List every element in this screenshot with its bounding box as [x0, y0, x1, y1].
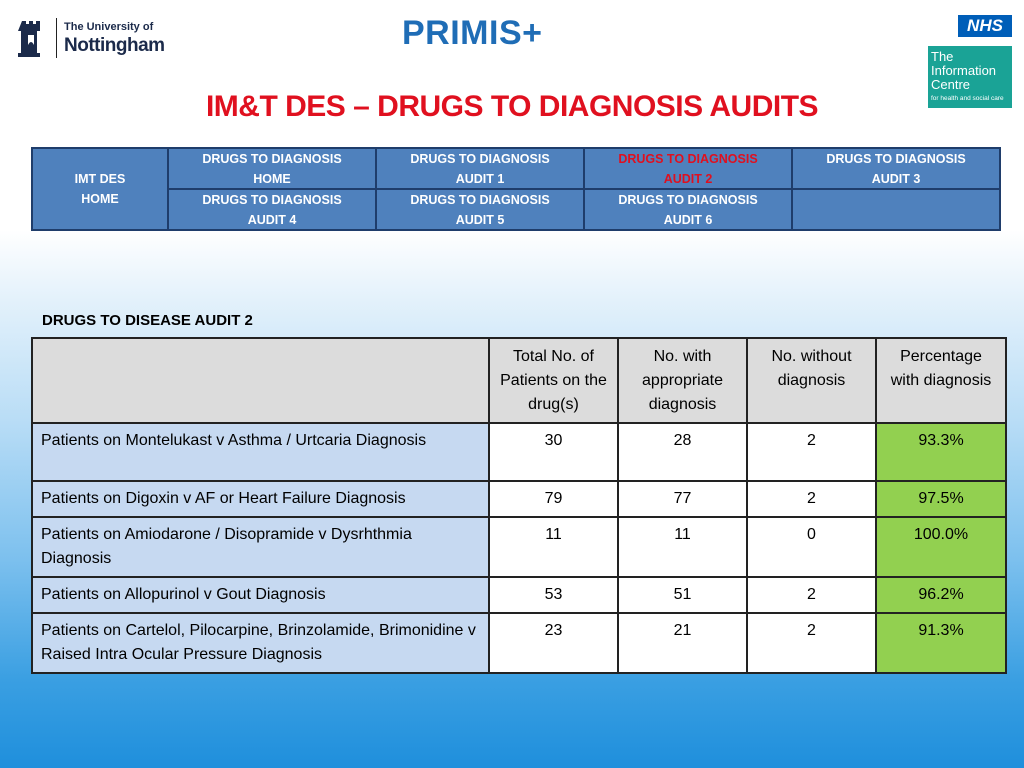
table-row [32, 423, 1006, 481]
row-label: Patients on Montelukast v Asthma / Urtcaria Diagnosis [32, 423, 489, 481]
without-diagnosis-cell: 2 [747, 613, 876, 673]
nav-drugs-to-diagnosis-home[interactable] [169, 149, 375, 188]
university-name-large: Nottingham [64, 35, 165, 56]
row-label: Patients on Amiodarone / Disopramide v Dysrhthmia Diagnosis [32, 517, 489, 577]
total-patients-cell: 79 [489, 481, 618, 517]
ic-logo-line-1: The [931, 49, 954, 64]
table-header-row [32, 338, 1006, 423]
nav-cell-line-1: DRUGS TO DIAGNOSIS [202, 151, 342, 166]
ic-logo-line-2: Information [931, 63, 997, 78]
university-crest-icon [16, 17, 46, 59]
section-title: DRUGS TO DISEASE AUDIT 2 [42, 312, 253, 329]
table-row [32, 577, 1006, 613]
without-diagnosis-cell: 2 [747, 577, 876, 613]
total-patients-cell: 11 [489, 517, 618, 577]
nav-cell-line-2: AUDIT 3 [871, 171, 921, 186]
table-header-cell: No. with appropriate diagnosis [618, 338, 747, 423]
university-name-small: The University of [64, 21, 154, 33]
nav-cell-line-2: AUDIT 6 [663, 212, 713, 227]
table-header-cell [32, 338, 489, 423]
nav-cell-line-1: DRUGS TO DIAGNOSIS [410, 192, 550, 207]
table-row [32, 613, 1006, 673]
without-diagnosis-cell: 2 [747, 481, 876, 517]
nav-audit-6[interactable] [585, 190, 791, 229]
percentage-cell: 91.3% [876, 613, 1006, 673]
percentage-cell: 93.3% [876, 423, 1006, 481]
row-label: Patients on Cartelol, Pilocarpine, Brinzolamide, Brimonidine v Raised Intra Ocular Pressure Diagnosis [32, 613, 489, 673]
table-header-cell: Percentage with diagnosis [876, 338, 1006, 423]
table-header-cell: Total No. of Patients on the drug(s) [489, 338, 618, 423]
table-row [32, 481, 1006, 517]
nav-cell-line-1: DRUGS TO DIAGNOSIS [618, 151, 758, 166]
ic-logo-line-3: Centre [931, 77, 971, 92]
primis-logo: PRIMIS+ [402, 14, 543, 52]
nav-audit-2[interactable] [585, 149, 791, 188]
nav-audit-3[interactable] [793, 149, 999, 188]
nav-audit-5[interactable] [377, 190, 583, 229]
nav-imt-des-home-line-2: HOME [81, 192, 119, 206]
nav-cell-line-2: AUDIT 1 [455, 171, 505, 186]
nav-audit-4[interactable] [169, 190, 375, 229]
without-diagnosis-cell: 0 [747, 517, 876, 577]
nav-imt-des-home-line-1: IMT DES [74, 172, 126, 186]
nav-cell-line-1: DRUGS TO DIAGNOSIS [410, 151, 550, 166]
row-label: Patients on Digoxin v AF or Heart Failure Diagnosis [32, 481, 489, 517]
nav-cell-line-2: HOME [253, 171, 291, 186]
with-diagnosis-cell: 51 [618, 577, 747, 613]
total-patients-cell: 23 [489, 613, 618, 673]
nav-empty-cell [793, 190, 999, 229]
nav-cell-line-1: DRUGS TO DIAGNOSIS [826, 151, 966, 166]
table-row [32, 517, 1006, 577]
university-of-nottingham-logo [16, 15, 176, 63]
nav-imt-des-home[interactable] [33, 149, 167, 229]
without-diagnosis-cell: 2 [747, 423, 876, 481]
row-label: Patients on Allopurinol v Gout Diagnosis [32, 577, 489, 613]
nav-cell-line-2: AUDIT 4 [247, 212, 297, 227]
audit-results-table [31, 337, 1007, 674]
audit-navigation-grid [31, 147, 1001, 231]
percentage-cell: 96.2% [876, 577, 1006, 613]
ic-logo-tagline: for health and social care [931, 95, 1004, 102]
table-header-cell: No. without diagnosis [747, 338, 876, 423]
total-patients-cell: 53 [489, 577, 618, 613]
nav-cell-line-2: AUDIT 5 [455, 212, 505, 227]
logo-divider [56, 18, 57, 58]
percentage-cell: 97.5% [876, 481, 1006, 517]
percentage-cell: 100.0% [876, 517, 1006, 577]
page-title: IM&T DES – DRUGS TO DIAGNOSIS AUDITS [205, 90, 819, 123]
with-diagnosis-cell: 28 [618, 423, 747, 481]
with-diagnosis-cell: 21 [618, 613, 747, 673]
nav-cell-line-2: AUDIT 2 [663, 171, 713, 186]
nhs-logo: NHS [958, 15, 1012, 37]
nav-audit-1[interactable] [377, 149, 583, 188]
with-diagnosis-cell: 77 [618, 481, 747, 517]
nav-cell-line-1: DRUGS TO DIAGNOSIS [618, 192, 758, 207]
total-patients-cell: 30 [489, 423, 618, 481]
nav-cell-line-1: DRUGS TO DIAGNOSIS [202, 192, 342, 207]
with-diagnosis-cell: 11 [618, 517, 747, 577]
